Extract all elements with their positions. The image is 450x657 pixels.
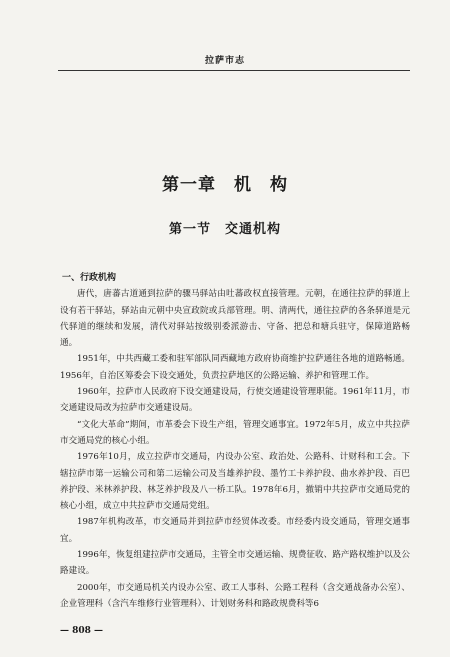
paragraph: 1987年机构改革，市交通局并到拉萨市经贸体改委。市经委内设交通局，管理交通事宜。 — [60, 517, 410, 544]
paragraph: 1951年，中共西藏工委和驻军部队同西藏地方政府协商维护拉萨通往各地的道路畅通。1956年，自治区筹委会下设交通处，负责拉萨地区的公路运输、养护和管理工作。 — [60, 354, 410, 381]
paragraph: 唐代，唐蕃古道通到拉萨的骤马驿站由吐蕃政权直接管理。元朝，在通往拉萨的驿道上设有若干驿站，驿站由元朝中央宣政院或兵部管理。明、清两代，通往拉萨的各条驿道是元代驿道的继续和发展，清代对驿站按级别委派游击、守备、把总和塘兵驻守，保障道路畅通。 — [60, 289, 410, 349]
paragraph: “文化大革命”期间，市革委会下设生产组，管理交通事宜。1972年5月，成立中共拉萨市交通局党的核心小组。 — [60, 419, 410, 446]
paragraph: 1976年10月，成立拉萨市交通局，内设办公室、政治处、公路科、计财科和工会。下辖拉萨市第一运输公司和第二运输公司及当雄养护段、墨竹工卡养护段、曲水养护段、百巴养护段、米林养护段、林芝养护段及八一桥工队。1978年6月，撤销中共拉萨市交通局党的核心小组，成立中共拉萨市交通局党组。 — [60, 452, 410, 512]
page-number: — 808 — — [60, 626, 104, 636]
header-rule — [58, 70, 410, 71]
running-header: 拉萨市志 — [204, 56, 245, 66]
paragraph: 1960年，拉萨市人民政府下设交通建设局，行使交通建设管理职能。1961年11月，市交通建设局改为拉萨市交通建设局。 — [60, 387, 410, 414]
section-title: 第一节 交通机构 — [168, 222, 281, 237]
paragraph: 1996年，恢复组建拉萨市交通局，主管全市交通运输、规费征收、路产路权维护以及公路建设。 — [60, 550, 410, 577]
paragraph: 2000年，市交通局机关内设办公室、政工人事科、公路工程科（含交通战备办公室）、企业管理科（含汽车维修行业管理科）、计划财务科和路政规费科等6 — [60, 582, 410, 609]
subheading: 一、行政机构 — [62, 273, 117, 283]
chapter-title: 第一章 机 构 — [162, 175, 288, 195]
body-text — [60, 270, 410, 612]
